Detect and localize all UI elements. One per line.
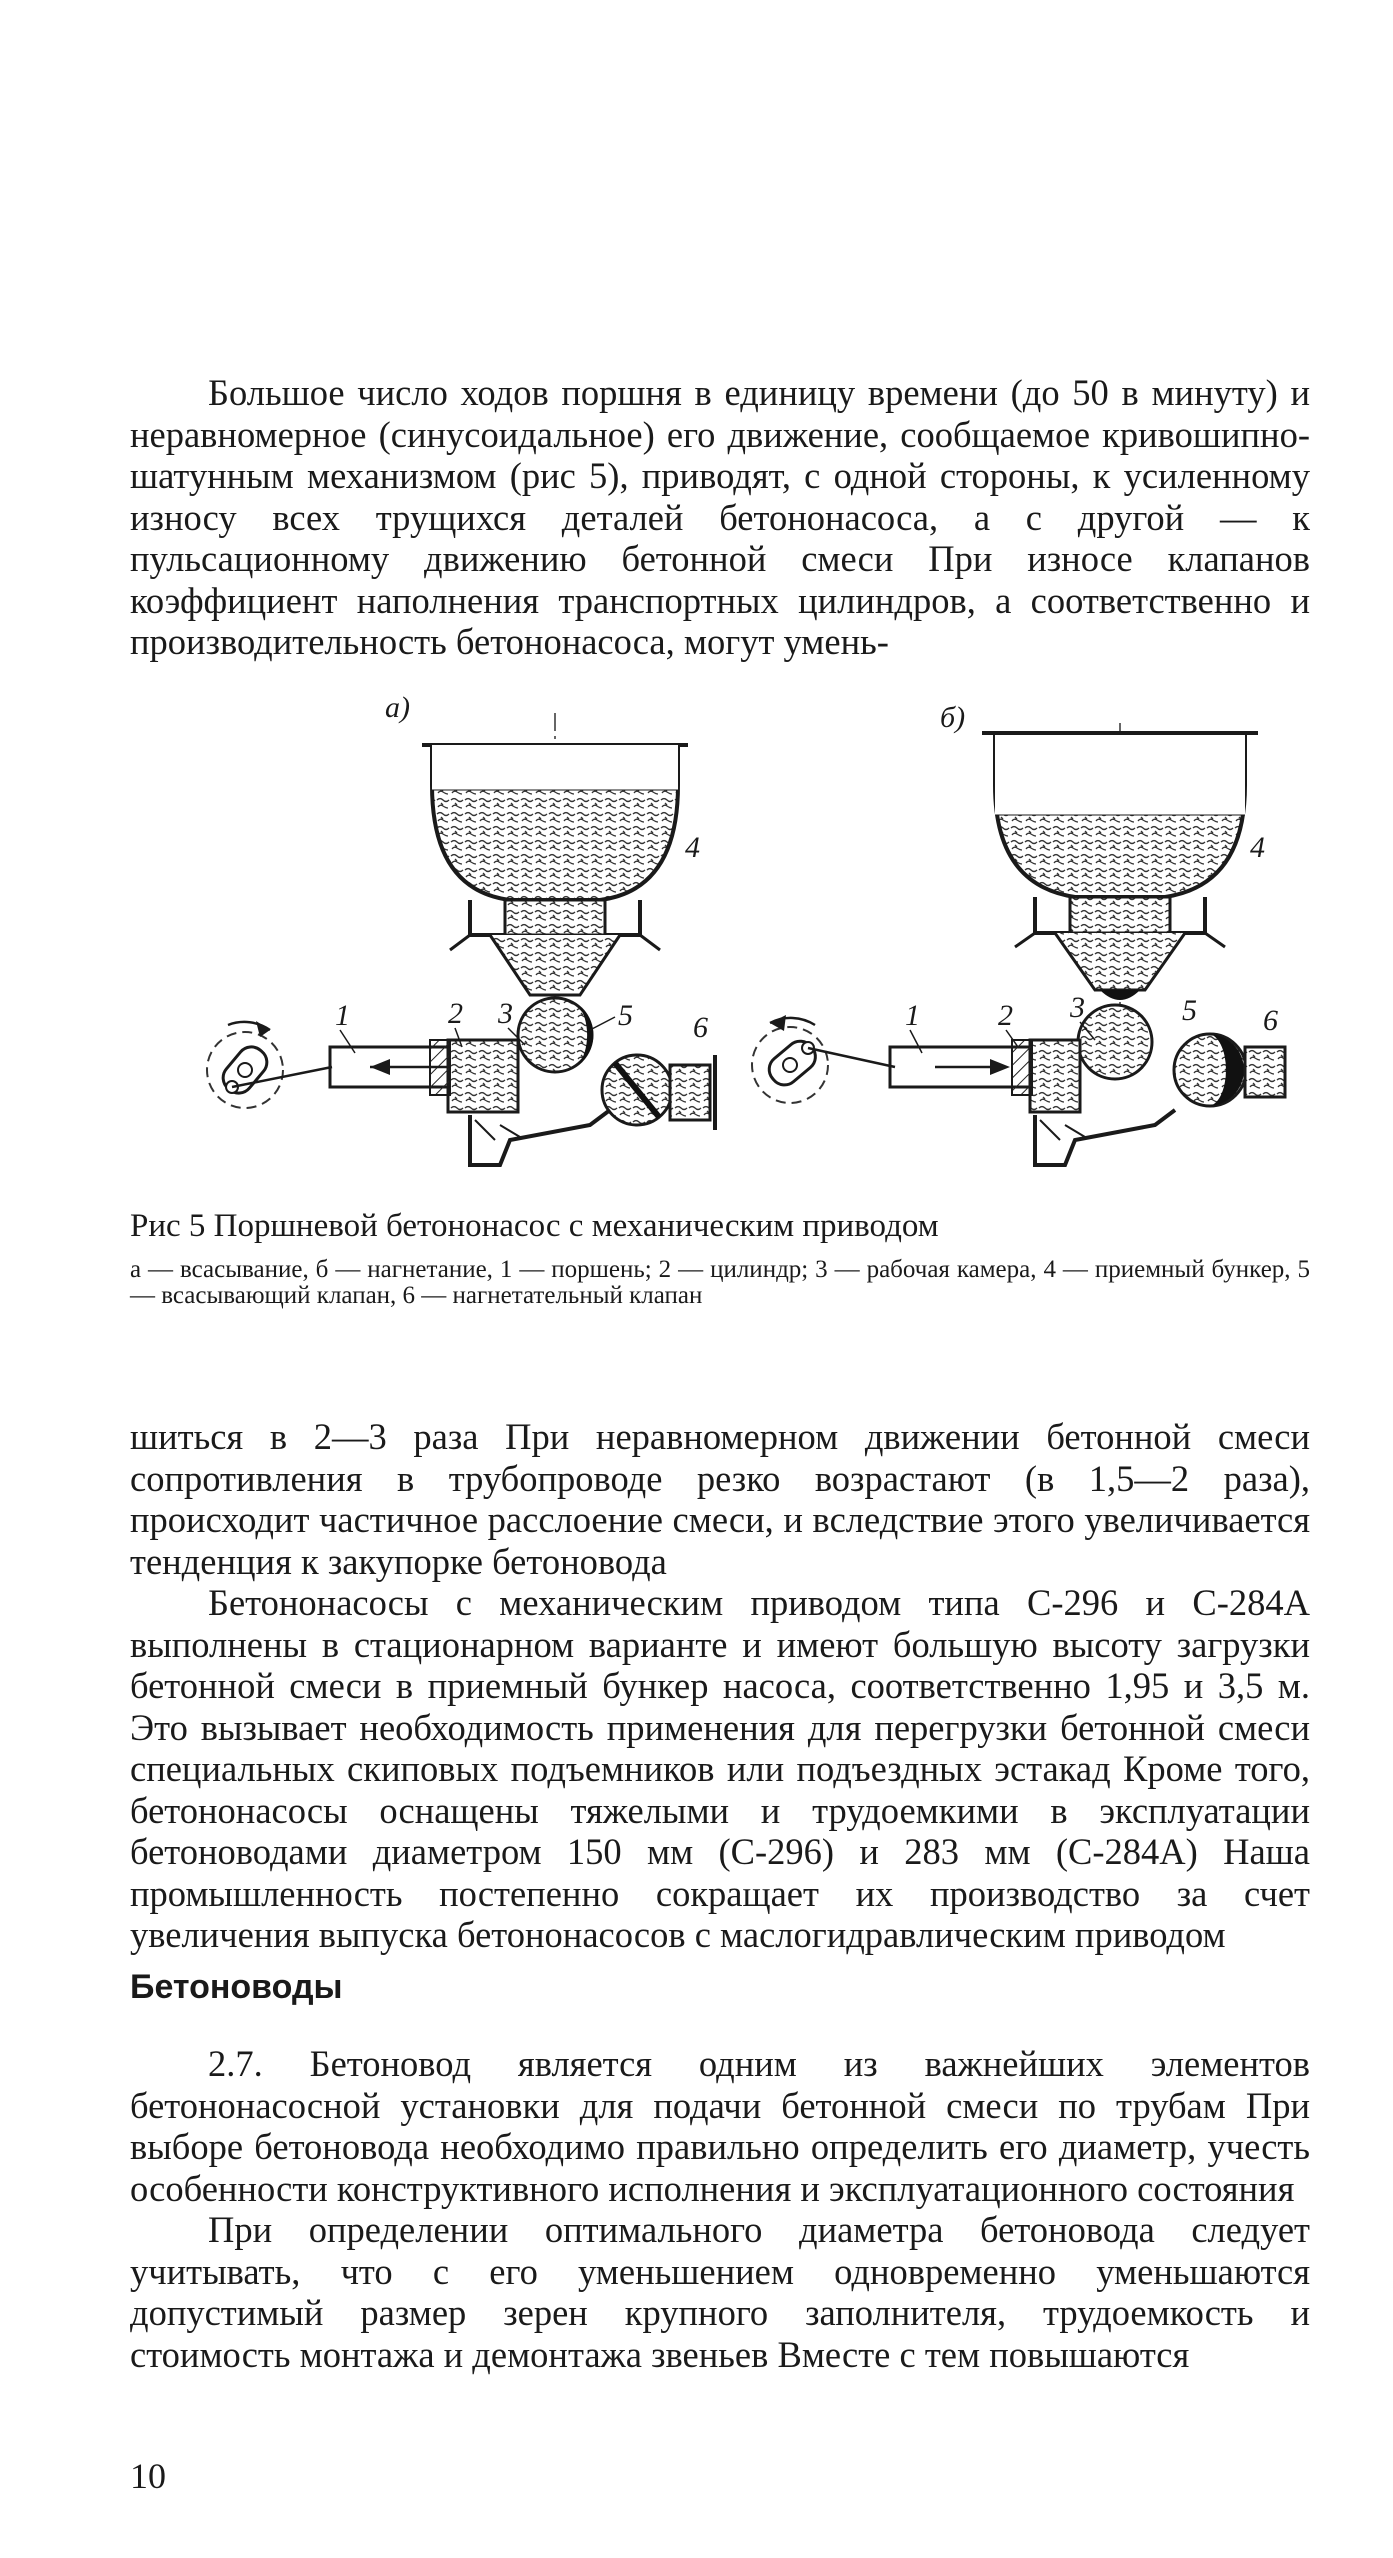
paragraph-5: При определении оптимального диаметра бетоновода следует учитывать, что с его уменьшением одновременно уменьшаются допустимый размер зерен крупного заполнителя, трудоемкость и стоимость монтажа и демонтажа звеньев Вместе с тем повышаются xyxy=(130,2209,1310,2375)
label-b-1: 1 xyxy=(905,999,920,1032)
label-a-1: 1 xyxy=(335,999,350,1032)
section-heading: Бетоноводы xyxy=(130,1968,343,2006)
caption-legend: а — всасывание, б — нагнетание, 1 — поршень; 2 — цилиндр; 3 — рабочая камера, 4 — приемный бункер, 5 — всасывающий клапан, 6 — нагнетательный клапан xyxy=(130,1256,1310,1309)
caption-title: Рис 5 Поршневой бетононасос с механическим приводом xyxy=(130,1208,939,1244)
page-number: 10 xyxy=(130,2456,166,2496)
label-a-5: 5 xyxy=(618,999,633,1032)
panel-a-drawing xyxy=(207,691,715,1165)
paragraph-1: Большое число ходов поршня в единицу времени (до 50 в минуту) и неравномерное (синусоидальное) его движение, сообщаемое кривошипно-шатунным механизмом (рис 5), приводят, с одной стороны, к усиленному износу всех трущихся деталей бетононасоса, а с другой — к пульсационному движению бетонной смеси При износе клапанов коэффициент наполнения транспортных цилиндров, а соответственно и производительность бетононасоса, могут умень- xyxy=(130,372,1310,662)
body-text-block xyxy=(130,1416,1310,1956)
label-b-4: 4 xyxy=(1250,831,1265,864)
label-b-3: 3 xyxy=(1070,991,1085,1024)
label-b-6: 6 xyxy=(1263,1004,1278,1037)
section-text-block xyxy=(130,2043,1310,2375)
panel-b-drawing xyxy=(752,701,1285,1165)
paragraph-1-block xyxy=(130,372,1310,663)
paragraph-3: Бетононасосы с механическим приводом типа С-296 и С-284А выполнены в стационарном варианте и имеют большую высоту загрузки бетонной смеси в приемный бункер насоса, соответственно 1,95 и 3,5 м. Это вызывает необходимость применения для перегрузки бетонной смеси специальных скиповых подъемников или подъездных эстакад Кроме того, бетононасосы оснащены тяжелыми и трудоемкими в эксплуатации бетоноводами диаметром 150 мм (С-296) и 283 мм (С-284А) Наша промышленность постепенно сокращает их производство за счет увеличения выпуска бетононасосов с маслогидравлическим приводом xyxy=(130,1582,1310,1955)
panel-b-label: б) xyxy=(940,701,966,734)
figure-caption xyxy=(130,1207,1310,1309)
panel-a-label: а) xyxy=(385,691,410,724)
paragraph-2: шиться в 2—3 раза При неравномерном движении бетонной смеси сопротивления в трубопроводе резко возрастают (в 1,5—2 раза), происходит частичное расслоение смеси, и вследствие этого увеличивается тенденция к закупорке бетоновода xyxy=(130,1416,1310,1582)
label-a-2: 2 xyxy=(448,997,463,1030)
label-b-5: 5 xyxy=(1182,994,1197,1027)
label-a-4: 4 xyxy=(685,831,700,864)
label-b-2: 2 xyxy=(998,999,1013,1032)
label-a-6: 6 xyxy=(693,1011,708,1044)
figure-5-drawing xyxy=(170,685,1290,1230)
paragraph-4: 2.7. Бетоновод является одним из важнейших элементов бетононасосной установки для подачи бетонной смеси по трубам При выборе бетоновода необходимо правильно определить его диаметр, учесть особенности конструктивного исполнения и эксплуатационного состояния xyxy=(130,2043,1310,2209)
figure-5 xyxy=(170,685,1290,1230)
label-a-3: 3 xyxy=(498,997,513,1030)
